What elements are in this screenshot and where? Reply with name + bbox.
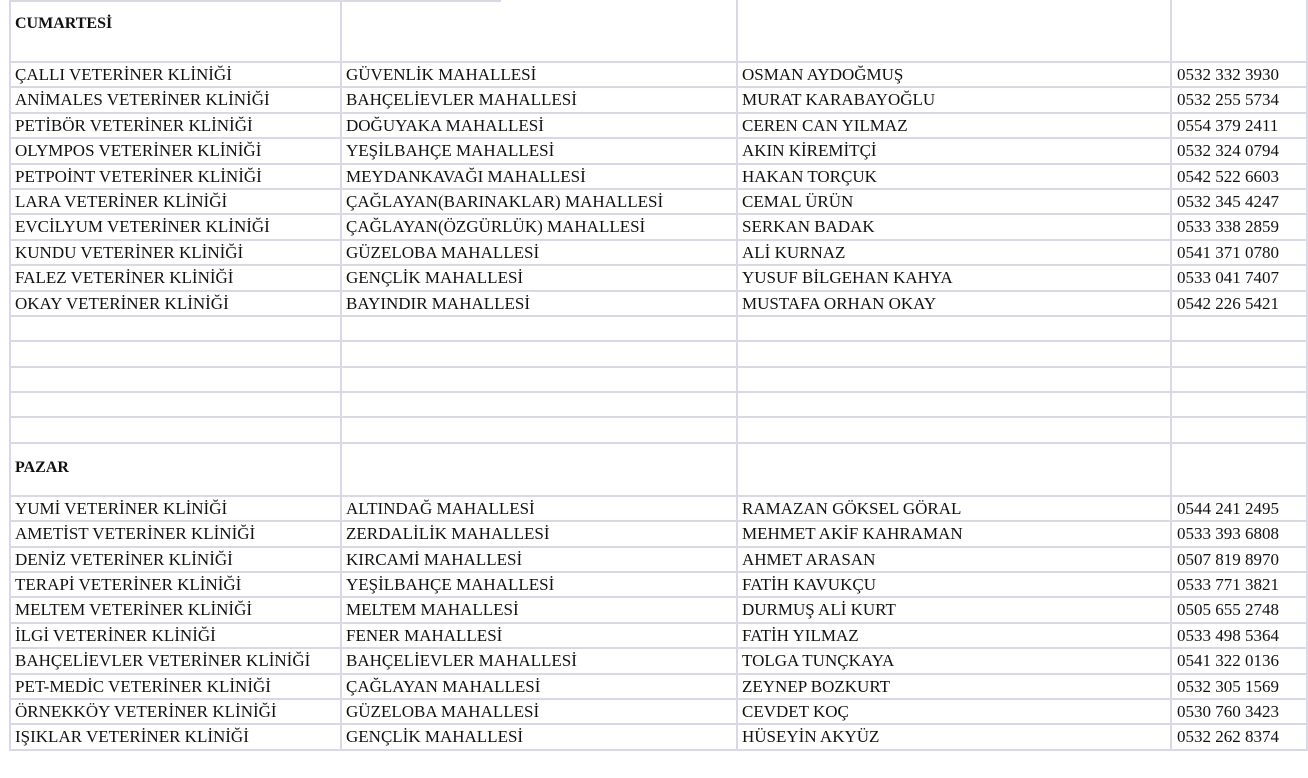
neighborhood[interactable]: BAYINDIR MAHALLESİ: [342, 292, 738, 317]
clinic-name[interactable]: PET-MEDİC VETERİNER KLİNİĞİ: [9, 675, 342, 700]
vet-name[interactable]: MEHMET AKİF KAHRAMAN: [738, 522, 1172, 547]
phone-number[interactable]: 0532 332 3930: [1172, 63, 1308, 88]
vet-name[interactable]: ZEYNEP BOZKURT: [738, 675, 1172, 700]
header-empty-cell[interactable]: [342, 0, 738, 63]
phone-number[interactable]: 0532 324 0794: [1172, 139, 1308, 164]
clinic-name[interactable]: PETPOİNT VETERİNER KLİNİĞİ: [9, 165, 342, 190]
vet-name[interactable]: CEMAL ÜRÜN: [738, 190, 1172, 215]
clinic-name[interactable]: AMETİST VETERİNER KLİNİĞİ: [9, 522, 342, 547]
clinic-name[interactable]: BAHÇELİEVLER VETERİNER KLİNİĞİ: [9, 649, 342, 674]
neighborhood[interactable]: KIRCAMİ MAHALLESİ: [342, 548, 738, 573]
neighborhood[interactable]: YEŞİLBAHÇE MAHALLESİ: [342, 573, 738, 598]
clinic-name[interactable]: FALEZ VETERİNER KLİNİĞİ: [9, 266, 342, 291]
header-empty-cell[interactable]: [342, 444, 738, 497]
phone-number[interactable]: 0541 371 0780: [1172, 241, 1308, 266]
section-title[interactable]: CUMARTESİ: [9, 0, 342, 63]
vet-name[interactable]: HAKAN TORÇUK: [738, 165, 1172, 190]
empty-cell[interactable]: [342, 317, 738, 342]
neighborhood[interactable]: DOĞUYAKA MAHALLESİ: [342, 114, 738, 139]
phone-number[interactable]: 0532 345 4247: [1172, 190, 1308, 215]
vet-name[interactable]: OSMAN AYDOĞMUŞ: [738, 63, 1172, 88]
empty-cell[interactable]: [342, 418, 738, 443]
vet-name[interactable]: TOLGA TUNÇKAYA: [738, 649, 1172, 674]
phone-number[interactable]: 0532 255 5734: [1172, 88, 1308, 113]
empty-cell[interactable]: [738, 418, 1172, 443]
clinic-name[interactable]: MELTEM VETERİNER KLİNİĞİ: [9, 598, 342, 623]
vet-name[interactable]: MUSTAFA ORHAN OKAY: [738, 292, 1172, 317]
neighborhood[interactable]: FENER MAHALLESİ: [342, 624, 738, 649]
vet-name[interactable]: AKIN KİREMİTÇİ: [738, 139, 1172, 164]
neighborhood[interactable]: GENÇLİK MAHALLESİ: [342, 725, 738, 750]
clinic-name[interactable]: ANİMALES VETERİNER KLİNİĞİ: [9, 88, 342, 113]
phone-number[interactable]: 0544 241 2495: [1172, 497, 1308, 522]
neighborhood[interactable]: YEŞİLBAHÇE MAHALLESİ: [342, 139, 738, 164]
clinic-name[interactable]: TERAPİ VETERİNER KLİNİĞİ: [9, 573, 342, 598]
phone-number[interactable]: 0533 338 2859: [1172, 215, 1308, 240]
empty-cell[interactable]: [1172, 368, 1308, 393]
empty-cell[interactable]: [1172, 317, 1308, 342]
phone-number[interactable]: 0505 655 2748: [1172, 598, 1308, 623]
clinic-name[interactable]: ÇALLI VETERİNER KLİNİĞİ: [9, 63, 342, 88]
phone-number[interactable]: 0541 322 0136: [1172, 649, 1308, 674]
neighborhood[interactable]: ALTINDAĞ MAHALLESİ: [342, 497, 738, 522]
clinic-name[interactable]: KUNDU VETERİNER KLİNİĞİ: [9, 241, 342, 266]
vet-name[interactable]: CEVDET KOÇ: [738, 700, 1172, 725]
neighborhood[interactable]: ÇAĞLAYAN(ÖZGÜRLÜK) MAHALLESİ: [342, 215, 738, 240]
empty-cell[interactable]: [738, 393, 1172, 418]
neighborhood[interactable]: GENÇLİK MAHALLESİ: [342, 266, 738, 291]
neighborhood[interactable]: GÜZELOBA MAHALLESİ: [342, 241, 738, 266]
empty-cell[interactable]: [9, 317, 342, 342]
vet-name[interactable]: FATİH YILMAZ: [738, 624, 1172, 649]
vet-name[interactable]: YUSUF BİLGEHAN KAHYA: [738, 266, 1172, 291]
clinic-name[interactable]: LARA VETERİNER KLİNİĞİ: [9, 190, 342, 215]
vet-name[interactable]: FATİH KAVUKÇU: [738, 573, 1172, 598]
clinic-name[interactable]: DENİZ VETERİNER KLİNİĞİ: [9, 548, 342, 573]
header-empty-cell[interactable]: [738, 0, 1172, 63]
empty-cell[interactable]: [342, 393, 738, 418]
top-border: [9, 0, 501, 2]
phone-number[interactable]: 0533 041 7407: [1172, 266, 1308, 291]
vet-name[interactable]: HÜSEYİN AKYÜZ: [738, 725, 1172, 750]
empty-cell[interactable]: [9, 393, 342, 418]
empty-cell[interactable]: [1172, 393, 1308, 418]
duty-table: [9, 0, 1308, 751]
vet-name[interactable]: RAMAZAN GÖKSEL GÖRAL: [738, 497, 1172, 522]
clinic-name[interactable]: İLGİ VETERİNER KLİNİĞİ: [9, 624, 342, 649]
phone-number[interactable]: 0554 379 2411: [1172, 114, 1308, 139]
neighborhood[interactable]: GÜVENLİK MAHALLESİ: [342, 63, 738, 88]
phone-number[interactable]: 0542 522 6603: [1172, 165, 1308, 190]
neighborhood[interactable]: ÇAĞLAYAN(BARINAKLAR) MAHALLESİ: [342, 190, 738, 215]
clinic-name[interactable]: IŞIKLAR VETERİNER KLİNİĞİ: [9, 725, 342, 750]
header-empty-cell[interactable]: [738, 444, 1172, 497]
empty-cell[interactable]: [9, 342, 342, 367]
empty-cell[interactable]: [342, 342, 738, 367]
header-empty-cell[interactable]: [1172, 444, 1308, 497]
phone-number[interactable]: 0532 305 1569: [1172, 675, 1308, 700]
vet-name[interactable]: MURAT KARABAYOĞLU: [738, 88, 1172, 113]
empty-cell[interactable]: [738, 342, 1172, 367]
clinic-name[interactable]: ÖRNEKKÖY VETERİNER KLİNİĞİ: [9, 700, 342, 725]
vet-name[interactable]: AHMET ARASAN: [738, 548, 1172, 573]
neighborhood[interactable]: ÇAĞLAYAN MAHALLESİ: [342, 675, 738, 700]
clinic-name[interactable]: PETİBÖR VETERİNER KLİNİĞİ: [9, 114, 342, 139]
phone-number[interactable]: 0533 771 3821: [1172, 573, 1308, 598]
vet-name[interactable]: CEREN CAN YILMAZ: [738, 114, 1172, 139]
empty-cell[interactable]: [738, 317, 1172, 342]
empty-cell[interactable]: [738, 368, 1172, 393]
phone-number[interactable]: 0533 393 6808: [1172, 522, 1308, 547]
phone-number[interactable]: 0533 498 5364: [1172, 624, 1308, 649]
clinic-name[interactable]: OKAY VETERİNER KLİNİĞİ: [9, 292, 342, 317]
phone-number[interactable]: 0530 760 3423: [1172, 700, 1308, 725]
spreadsheet: [9, 0, 1308, 754]
vet-name[interactable]: ALİ KURNAZ: [738, 241, 1172, 266]
clinic-name[interactable]: OLYMPOS VETERİNER KLİNİĞİ: [9, 139, 342, 164]
empty-cell[interactable]: [1172, 342, 1308, 367]
empty-cell[interactable]: [9, 368, 342, 393]
neighborhood[interactable]: GÜZELOBA MAHALLESİ: [342, 700, 738, 725]
neighborhood[interactable]: MELTEM MAHALLESİ: [342, 598, 738, 623]
neighborhood[interactable]: BAHÇELİEVLER MAHALLESİ: [342, 649, 738, 674]
neighborhood[interactable]: ZERDALİLİK MAHALLESİ: [342, 522, 738, 547]
empty-cell[interactable]: [9, 418, 342, 443]
header-empty-cell[interactable]: [1172, 0, 1308, 63]
clinic-name[interactable]: EVCİLYUM VETERİNER KLİNİĞİ: [9, 215, 342, 240]
phone-number[interactable]: 0532 262 8374: [1172, 725, 1308, 750]
phone-number[interactable]: 0542 226 5421: [1172, 292, 1308, 317]
neighborhood[interactable]: MEYDANKAVAĞI MAHALLESİ: [342, 165, 738, 190]
clinic-name[interactable]: YUMİ VETERİNER KLİNİĞİ: [9, 497, 342, 522]
vet-name[interactable]: DURMUŞ ALİ KURT: [738, 598, 1172, 623]
neighborhood[interactable]: BAHÇELİEVLER MAHALLESİ: [342, 88, 738, 113]
phone-number[interactable]: 0507 819 8970: [1172, 548, 1308, 573]
section-title[interactable]: PAZAR: [9, 444, 342, 497]
vet-name[interactable]: SERKAN BADAK: [738, 215, 1172, 240]
empty-cell[interactable]: [342, 368, 738, 393]
empty-cell[interactable]: [1172, 418, 1308, 443]
